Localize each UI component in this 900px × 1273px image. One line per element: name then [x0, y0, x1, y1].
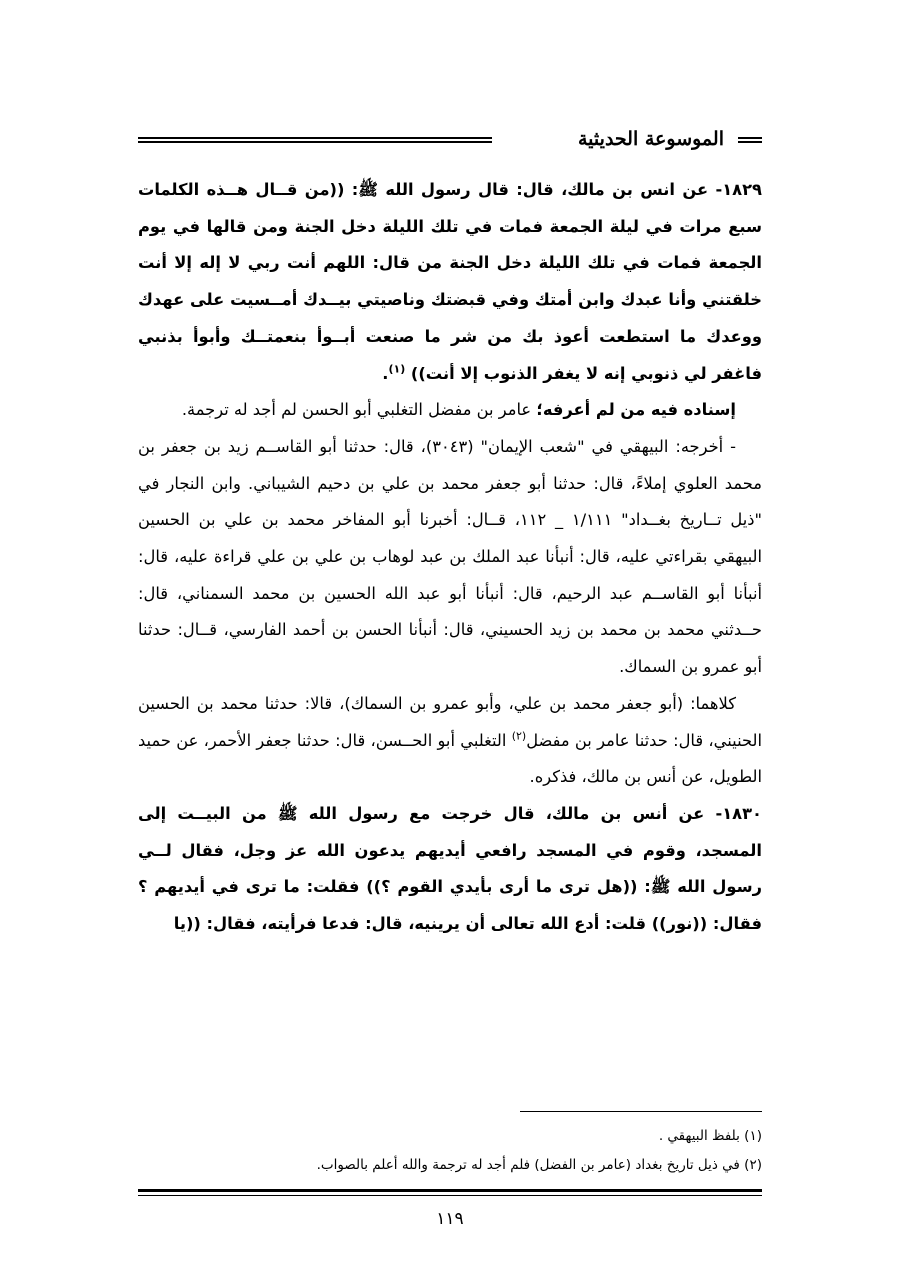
footnotes: [138, 1122, 762, 1180]
kilahuma-text-2: التغلبي أبو الحــسن، قال: حدثنا جعفر الأحمر، عن حميد الطويل، عن أنس بن مالك، فذكره.: [138, 730, 762, 787]
kilahuma-text-1: كلاهما: (أبو جعفر محمد بن علي، وأبو عمرو بن السماك)، قالا: حدثنا محمد بن الحسين الحنيني، قال: حدثنا عامر بن مفضل: [138, 693, 762, 750]
isnad-note-bold: إسناده فيه من لم أعرفه؛: [536, 400, 736, 420]
footnote-ref-1: (١): [388, 362, 406, 376]
bottom-rule: [138, 1189, 762, 1196]
header-rule-right: [738, 137, 762, 143]
isnad-note: [138, 392, 762, 429]
footnote-1: (١) بلفظ البيهقي .: [658, 1128, 762, 1144]
hadith-1829-end: .: [382, 363, 389, 383]
isnad-note-plain-start: عامر بن: [471, 400, 537, 420]
footnote-separator: [520, 1111, 762, 1112]
kilahuma-paragraph: [138, 686, 762, 796]
footnote-ref-2: (٢): [511, 729, 527, 743]
header-rule-left: [138, 137, 492, 143]
hadith-1829-text: ١٨٢٩- عن انس بن مالك، قال: قال رسول الله ﷺ: ((من قــال هــذه الكلمات سبع مرات في ليلة الجمعة فمات في تلك الليلة دخل الجنة ومن قالها في يوم الجمعة فمات في تلك الليلة دخل الجنة من قال: اللهم أنت ربي لا إله إلا أنت خلقتني وأنا عبدك وابن أمتك وفي قبضتك وناصيتي بيــدك أمــسيت على عهدك ووعدك ما استطعت أعوذ بك من شر ما صنعت أبــوأ بنعمتــك وأبوأ بذنبي فاغفر لي ذنوبي إنه لا يغفر الذنوب إلا أنت)): [138, 180, 762, 383]
page-header: [138, 124, 762, 154]
hadith-1829: [138, 172, 762, 392]
footnote-2: (٢) في ذيل تاريخ بغداد (عامر بن الفضل) فلم أجد له ترجمة والله أعلم بالصواب.: [316, 1157, 762, 1173]
page-number: ١١٩: [436, 1209, 464, 1229]
hadith-1830: ١٨٣٠- عن أنس بن مالك، قال خرجت مع رسول الله ﷺ من البيــت إلى المسجد، وقوم في المسجد رافعي أيديهم يدعون الله عز وجل، فقال لــي رسول الله ﷺ: ((هل ترى ما أرى بأيدي القوم ؟)) فقلت: ما ترى في أيديهم ؟ فقال: ((نور)) قلت: أدع الله تعالى أن يرينيه، قال: فدعا فرأيته، فقال: ((يا: [138, 803, 762, 934]
isnad-note-plain: مفضل التغلبي أبو الحسن لم أجد له ترجمة.: [181, 400, 472, 420]
takhrij-paragraph: - أخرجه: البيهقي في "شعب الإيمان" (٣٠٤٣)، قال: حدثنا أبو القاســم زيد بن جعفر بن محمد العلوي إملاءً، قال: حدثنا أبو جعفر محمد بن علي بن دحيم الشيباني. وابن النجار في "ذيل تــاريخ بغــداد" ١/١١١ _ ١١٢، قــال: أخبرنا أبو المفاخر محمد بن علي بن الحسين البيهقي بقراءتي عليه، قال: أنبأنا عبد الملك بن عبد لوهاب بن علي بن علي قراءة عليه، قال: أنبأنا أبو القاســم عبد الرحيم، قال: أنبأنا أبو عبد الله الحسين بن محمد السمناني، قال: حــدثني محمد بن محمد بن زيد الحسيني، قال: أنبأنا الحسن بن أحمد الفارسي، قــال: حدثنا أبو عمرو بن السماك.: [138, 436, 762, 677]
main-text: [138, 172, 762, 943]
header-title: الموسوعة الحديثية: [574, 124, 728, 154]
